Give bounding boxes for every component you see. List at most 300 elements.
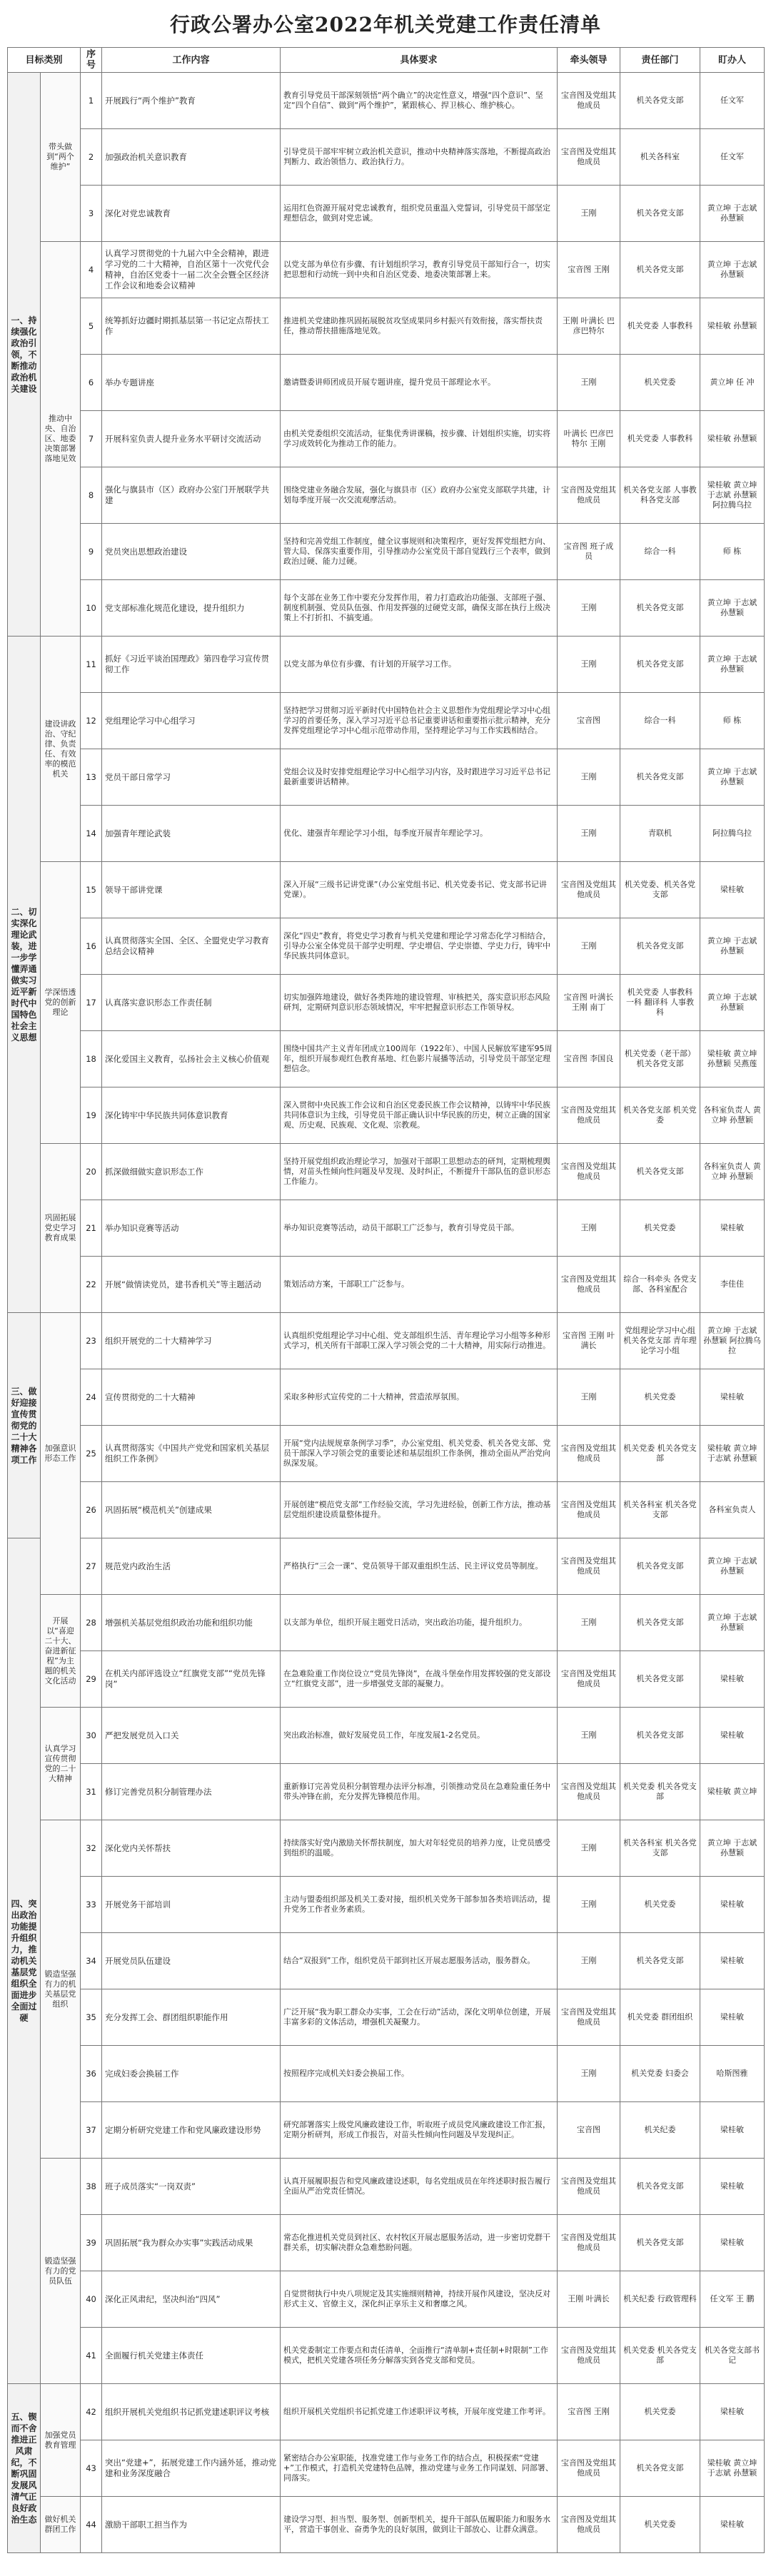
subcategory-cell: 开展以“喜迎二十大、奋进新征程”为主题的机关文化活动 xyxy=(41,1595,81,1708)
header-person: 盯办人 xyxy=(700,48,765,73)
content-cell: 认真贯彻落实全国、全区、全盟党史学习教育总结会议精神 xyxy=(102,918,281,975)
person-cell: 黄立坤 于志斌 孙慧颖 xyxy=(700,749,765,806)
number-cell: 13 xyxy=(81,749,102,806)
requirement-cell: 运用红色资源开展对党忠诚教育，组织党员重温入党誓词，引导党员干部坚定理想信念，做到对党忠诚。 xyxy=(281,186,558,242)
table-row xyxy=(8,2497,765,2553)
department-cell: 党组理论学习中心组 机关各党支部 青年理论学习小组 xyxy=(620,1313,700,1369)
table-row xyxy=(8,2328,765,2384)
department-cell: 机关纪委 xyxy=(620,2102,700,2159)
department-cell: 机关党委 xyxy=(620,2384,700,2440)
content-cell: 全面履行机关党建主体责任 xyxy=(102,2328,281,2384)
table-row xyxy=(8,186,765,242)
lead-cell: 宝音图及党组其他成员 xyxy=(558,1087,620,1144)
requirement-cell: 持续落实好党内激励关怀帮扶制度，加大对年轻党员的培养力度，让党员感受到组织的温暖。 xyxy=(281,1820,558,1877)
requirement-cell: 策划活动方案，干部职工广泛参与。 xyxy=(281,1257,558,1313)
table-row xyxy=(8,2440,765,2497)
requirement-cell: 以党支部为单位有步骤、有计划组织学习，教育引导党员干部知行合一，切实把思想和行动统一到中央和自治区党委、地委决策部署上来。 xyxy=(281,242,558,298)
lead-cell: 宝音图及党组其他成员 xyxy=(558,1989,620,2046)
person-cell: 师 栋 xyxy=(700,524,765,580)
table-row xyxy=(8,1144,765,1200)
person-cell: 黄立坤 于志斌 孙慧颖 xyxy=(700,580,765,637)
table-row xyxy=(8,129,765,186)
department-cell: 机关各党支部 xyxy=(620,1144,700,1200)
lead-cell: 宝音图及党组其他成员 xyxy=(558,1538,620,1595)
lead-cell: 宝音图及党组其他成员 xyxy=(558,73,620,129)
number-cell: 35 xyxy=(81,1989,102,2046)
number-cell: 8 xyxy=(81,467,102,524)
person-cell: 机关各党支部书记 xyxy=(700,2328,765,2384)
person-cell: 黄立坤 于志斌 孙慧颖 xyxy=(700,1538,765,1595)
table-row xyxy=(8,355,765,411)
table-row xyxy=(8,1989,765,2046)
number-cell: 11 xyxy=(81,637,102,693)
lead-cell: 王刚 xyxy=(558,918,620,975)
requirement-cell: 主动与盟委组织部及机关工委对接，组织机关党务干部参加各类培训活动，提升党务工作者业务素质。 xyxy=(281,1877,558,1933)
person-cell: 各科室负责人 黄立坤 孙慧颖 xyxy=(700,1087,765,1144)
table-row xyxy=(8,1877,765,1933)
department-cell: 机关各党支部 xyxy=(620,749,700,806)
header-lead: 牵头领导 xyxy=(558,48,620,73)
number-cell: 16 xyxy=(81,918,102,975)
content-cell: 定期分析研究党建工作和党风廉政建设形势 xyxy=(102,2102,281,2159)
table-row xyxy=(8,2159,765,2215)
content-cell: 举办知识竞赛等活动 xyxy=(102,1200,281,1257)
lead-cell: 王刚 xyxy=(558,355,620,411)
requirement-cell: 教育引导党员干部深刻领悟“两个确立”的决定性意义，增强“四个意识”、坚定“四个自信”、做到“两个维护”，紧跟核心、捍卫核心、维护核心。 xyxy=(281,73,558,129)
category-cell: 四、突出政治功能提升组织力，推动机关基层党组织全面进步全面过硬 xyxy=(8,1538,41,2384)
lead-cell: 王刚 叶满长 巴彦巴特尔 xyxy=(558,298,620,355)
requirement-cell: 组织开展机关党组织书记抓党建工作述职评议考核，开展年度党建工作考评。 xyxy=(281,2384,558,2440)
number-cell: 15 xyxy=(81,862,102,918)
category-cell: 二、切实深化理论武装，进一步学懂弄通做实习近平新时代中国特色社会主义思想 xyxy=(8,637,41,1313)
person-cell: 梁桂敏 xyxy=(700,2384,765,2440)
requirement-cell: 推进机关党建助推巩固拓展脱贫攻坚成果同乡村振兴有效衔接，落实帮扶责任，推动帮扶措施落地见效。 xyxy=(281,298,558,355)
table-row xyxy=(8,467,765,524)
lead-cell: 宝音图及党组其他成员 xyxy=(558,1651,620,1708)
person-cell: 梁桂敏 xyxy=(700,1200,765,1257)
category-cell: 三、做好迎接宣传贯彻党的二十大精神各项工作 xyxy=(8,1313,41,1538)
person-cell: 哈斯图雅 xyxy=(700,2046,765,2102)
person-cell: 梁桂敏 xyxy=(700,2102,765,2159)
person-cell: 梁桂敏 xyxy=(700,2159,765,2215)
subcategory-cell: 锻造坚强有力的机关基层党组织 xyxy=(41,1820,81,2159)
person-cell: 梁桂敏 xyxy=(700,1877,765,1933)
lead-cell: 王刚 xyxy=(558,1708,620,1764)
table-row xyxy=(8,1482,765,1538)
person-cell: 黄立坤 任 冲 xyxy=(700,355,765,411)
requirement-cell: 突出政治标准，做好发展党员工作，年度发展1-2名党员。 xyxy=(281,1708,558,1764)
requirement-cell: 开展创建“模范党支部”工作经验交流，学习先进经验，创新工作方法，推动基层党组织建设质量整体提升。 xyxy=(281,1482,558,1538)
table-row xyxy=(8,524,765,580)
department-cell: 综合一科 xyxy=(620,693,700,749)
department-cell: 机关各党支部 xyxy=(620,1651,700,1708)
number-cell: 30 xyxy=(81,1708,102,1764)
lead-cell: 宝音图及党组其他成员 xyxy=(558,1144,620,1200)
department-cell: 机关党委 xyxy=(620,355,700,411)
table-row xyxy=(8,580,765,637)
subcategory-cell: 巩固拓展党史学习教育成果 xyxy=(41,1144,81,1313)
table-row xyxy=(8,1031,765,1087)
lead-cell: 王刚 xyxy=(558,1595,620,1651)
lead-cell: 宝音图 班子成员 xyxy=(558,524,620,580)
person-cell: 梁桂敏 黄立坤 于志斌 孙慧颖 阿拉腾乌拉 xyxy=(700,467,765,524)
table-row xyxy=(8,2102,765,2159)
lead-cell: 宝音图 王刚 叶满长 xyxy=(558,1313,620,1369)
department-cell: 机关各党支部 xyxy=(620,73,700,129)
requirement-cell: 自觉贯彻执行中央八项规定及其实施细则精神，持续开展作风建设，坚决反对形式主义、官僚主义，深化纠正享乐主义和奢靡之风。 xyxy=(281,2271,558,2328)
content-cell: 抓好《习近平谈治国理政》第四卷学习宣传贯彻工作 xyxy=(102,637,281,693)
person-cell: 师 栋 xyxy=(700,693,765,749)
content-cell: 深化对党忠诚教育 xyxy=(102,186,281,242)
person-cell: 任文军 王 鹏 xyxy=(700,2271,765,2328)
number-cell: 25 xyxy=(81,1426,102,1482)
lead-cell: 宝音图 xyxy=(558,693,620,749)
number-cell: 32 xyxy=(81,1820,102,1877)
requirement-cell: 优化、建强青年理论学习小组，每季度开展青年理论学习。 xyxy=(281,806,558,862)
requirement-cell: 围绕党建业务融合发展，强化与旗县市（区）政府办公室党支部联学共建，计划每季度开展一次交流观摩活动。 xyxy=(281,467,558,524)
lead-cell: 宝音图及党组其他成员 xyxy=(558,129,620,186)
lead-cell: 宝音图及党组其他成员 xyxy=(558,1257,620,1313)
department-cell: 机关党委 xyxy=(620,1200,700,1257)
category-cell: 一、持续强化政治引领，不断推动政治机关建设 xyxy=(8,73,41,637)
header-requirement: 具体要求 xyxy=(281,48,558,73)
person-cell: 黄立坤 于志斌 孙慧颖 xyxy=(700,242,765,298)
requirement-cell: 采取多种形式宣传党的二十大精神，营造浓厚氛围。 xyxy=(281,1369,558,1426)
person-cell: 梁桂敏 xyxy=(700,2215,765,2271)
table-row xyxy=(8,2046,765,2102)
requirement-cell: 重新修订完善党员积分制管理办法评分标准，引领推动党员在急难险重任务中带头冲锋在前，充分发挥先锋模范作用。 xyxy=(281,1764,558,1820)
requirement-cell: 切实加强阵地建设，做好各类阵地的建设管理、审核把关，落实意识形态风险研判，定期研判意识形态领域情况，牢牢把握意识形态工作领导权。 xyxy=(281,975,558,1031)
lead-cell: 王刚 xyxy=(558,1877,620,1933)
table-row xyxy=(8,1933,765,1989)
header-department: 责任部门 xyxy=(620,48,700,73)
lead-cell: 宝音图 李国良 xyxy=(558,1031,620,1087)
content-cell: 规范党内政治生活 xyxy=(102,1538,281,1595)
lead-cell: 宝音图及党组其他成员 xyxy=(558,2159,620,2215)
person-cell: 梁桂敏 孙慧颖 xyxy=(700,298,765,355)
number-cell: 4 xyxy=(81,242,102,298)
department-cell: 机关党委 人事教科 xyxy=(620,298,700,355)
person-cell: 李佳佳 xyxy=(700,1257,765,1313)
header-content: 工作内容 xyxy=(102,48,281,73)
content-cell: 深化党内关怀帮扶 xyxy=(102,1820,281,1877)
table-row xyxy=(8,749,765,806)
number-cell: 9 xyxy=(81,524,102,580)
requirement-cell: 结合“双报到”工作，组织党员干部到社区开展志愿服务活动，服务群众。 xyxy=(281,1933,558,1989)
person-cell: 黄立坤 于志斌 孙慧颖 xyxy=(700,637,765,693)
table-row xyxy=(8,1313,765,1369)
lead-cell: 宝音图及党组其他成员 xyxy=(558,2215,620,2271)
department-cell: 机关党委（老干部）机关各党支部 xyxy=(620,1031,700,1087)
number-cell: 10 xyxy=(81,580,102,637)
person-cell: 梁桂敏 黄立坤 xyxy=(700,1764,765,1820)
lead-cell: 王刚 xyxy=(558,806,620,862)
lead-cell: 王刚 xyxy=(558,2046,620,2102)
table-row xyxy=(8,1764,765,1820)
table-row xyxy=(8,2384,765,2440)
requirement-cell: 坚持把学习贯彻习近平新时代中国特色社会主义思想作为党组理论学习中心组学习的首要任务，深入学习习近平总书记重要讲话和重要指示批示精神，充分发挥党组理论学习中心组示范带动作用，坚持理论学习与工作实践相结合。 xyxy=(281,693,558,749)
category-cell: 五、锲而不舍推进正风肃纪，不断巩固发展风清气正良好政治生态 xyxy=(8,2384,41,2553)
lead-cell: 宝音图及党组其他成员 xyxy=(558,1426,620,1482)
content-cell: 举办专题讲座 xyxy=(102,355,281,411)
table-row xyxy=(8,2215,765,2271)
number-cell: 6 xyxy=(81,355,102,411)
department-cell: 机关各党支部 xyxy=(620,2440,700,2497)
lead-cell: 叶满长 巴彦巴特尔 王刚 xyxy=(558,411,620,467)
lead-cell: 宝音图及党组其他成员 xyxy=(558,2497,620,2553)
subcategory-cell: 学深悟透党的创新理论 xyxy=(41,862,81,1144)
department-cell: 机关各科室 机关各党支部 xyxy=(620,1820,700,1877)
department-cell: 机关各党支部 xyxy=(620,1595,700,1651)
content-cell: 党支部标准化规范化建设，提升组织力 xyxy=(102,580,281,637)
content-cell: 修订完善党员积分制管理办法 xyxy=(102,1764,281,1820)
department-cell: 机关各党支部 xyxy=(620,1933,700,1989)
number-cell: 14 xyxy=(81,806,102,862)
department-cell: 综合一科牵头 各党支部、各科室配合 xyxy=(620,1257,700,1313)
person-cell: 任文军 xyxy=(700,73,765,129)
content-cell: 党员突出思想政治建设 xyxy=(102,524,281,580)
person-cell: 各科室负责人 xyxy=(700,1482,765,1538)
content-cell: 激励干部职工担当作为 xyxy=(102,2497,281,2553)
lead-cell: 宝音图及党组其他成员 xyxy=(558,862,620,918)
lead-cell: 宝音图 xyxy=(558,2102,620,2159)
content-cell: 开展党员队伍建设 xyxy=(102,1933,281,1989)
requirement-cell: 按照程序完成机关妇委会换届工作。 xyxy=(281,2046,558,2102)
lead-cell: 宝音图及党组其他成员 xyxy=(558,2440,620,2497)
content-cell: 深化爱国主义教育，弘扬社会主义核心价值观 xyxy=(102,1031,281,1087)
number-cell: 12 xyxy=(81,693,102,749)
lead-cell: 王刚 xyxy=(558,580,620,637)
requirement-cell: 建设学习型、担当型、服务型、创新型机关，提升干部队伍履职能力和服务水平，营造干事创业、奋勇争先的良好氛围，做到让干部放心、让群众满意。 xyxy=(281,2497,558,2553)
header-number: 序号 xyxy=(81,48,102,73)
department-cell: 机关党委 机关各党支部 xyxy=(620,1426,700,1482)
requirement-cell: 深入贯彻中央民族工作会议和自治区党委民族工作会议精神，以铸牢中华民族共同体意识为主线，引导党员干部正确认识中华民族的历史，树立正确的国家观、历史观、民族观、文化观、宗教观。 xyxy=(281,1087,558,1144)
content-cell: 开展“做情读党员，建书香机关”等主题活动 xyxy=(102,1257,281,1313)
table-row xyxy=(8,1426,765,1482)
requirement-cell: 以支部为单位，组织开展主题党日活动，突出政治功能，提升组织力。 xyxy=(281,1595,558,1651)
table-row xyxy=(8,806,765,862)
number-cell: 1 xyxy=(81,73,102,129)
table-row xyxy=(8,693,765,749)
table-row xyxy=(8,1200,765,1257)
requirement-cell: 由机关党委组织交流活动，征集优秀讲课稿，按步骤、计划组织实施，切实将学习成效转化为推动工作的能力。 xyxy=(281,411,558,467)
lead-cell: 王刚 xyxy=(558,1200,620,1257)
department-cell: 机关党委 xyxy=(620,1877,700,1933)
department-cell: 机关各党支部 xyxy=(620,580,700,637)
lead-cell: 宝音图及党组其他成员 xyxy=(558,2328,620,2384)
content-cell: 抓深做细做实意识形态工作 xyxy=(102,1144,281,1200)
department-cell: 机关各党支部 机关党委 xyxy=(620,1087,700,1144)
table-body xyxy=(8,73,765,2553)
content-cell: 加强政治机关意识教育 xyxy=(102,129,281,186)
person-cell: 黄立坤 于志斌 孙慧颖 xyxy=(700,186,765,242)
content-cell: 充分发挥工会、群团组织职能作用 xyxy=(102,1989,281,2046)
content-cell: 突出“党建+”，拓展党建工作内涵外延，推动党建和业务深度融合 xyxy=(102,2440,281,2497)
number-cell: 19 xyxy=(81,1087,102,1144)
table-row xyxy=(8,1369,765,1426)
lead-cell: 王刚 xyxy=(558,637,620,693)
requirement-cell: 严格执行“三会一课”、党员领导干部双重组织生活、民主评议党员等制度。 xyxy=(281,1538,558,1595)
table-row xyxy=(8,637,765,693)
table-row xyxy=(8,73,765,129)
lead-cell: 王刚 xyxy=(558,1820,620,1877)
subcategory-cell: 做好机关群团工作 xyxy=(41,2497,81,2553)
table-row xyxy=(8,411,765,467)
department-cell: 机关各党支部 xyxy=(620,1708,700,1764)
content-cell: 组织开展机关党组织书记抓党建述职评议考核 xyxy=(102,2384,281,2440)
number-cell: 43 xyxy=(81,2440,102,2497)
requirement-cell: 坚持和完善党组工作制度，健全议事规则和决策程序，更好发挥党组把方向、管大局、保落实重要作用，引导推动办公室党员干部自觉践行三个表率，做到政治过硬、能力过硬。 xyxy=(281,524,558,580)
number-cell: 27 xyxy=(81,1538,102,1595)
requirement-cell: 邀请暨委讲师团成员开展专题讲座，提升党员干部理论水平。 xyxy=(281,355,558,411)
number-cell: 21 xyxy=(81,1200,102,1257)
person-cell: 梁桂敏 xyxy=(700,862,765,918)
number-cell: 7 xyxy=(81,411,102,467)
subcategory-cell: 认真学习宣传贯彻党的二十大精神 xyxy=(41,1708,81,1820)
content-cell: 深化铸牢中华民族共同体意识教育 xyxy=(102,1087,281,1144)
department-cell: 机关党委 xyxy=(620,2497,700,2553)
subcategory-cell: 推动中央、自治区、地委决策部署落地见效 xyxy=(41,242,81,637)
content-cell: 认真落实意识形态工作责任制 xyxy=(102,975,281,1031)
department-cell: 机关各科室 xyxy=(620,129,700,186)
department-cell: 机关各党支部 人事教科各党支部 xyxy=(620,467,700,524)
table-row xyxy=(8,1595,765,1651)
requirement-cell: 每个支部在业务工作中要充分发挥作用，着力打造政治功能强、支部班子强、制度机制强、党员队伍强、作用发挥强的过硬党支部，确保支部在执行上级决策上不打折扣、不搞变通。 xyxy=(281,580,558,637)
person-cell: 梁桂敏 xyxy=(700,2497,765,2553)
person-cell: 梁桂敏 xyxy=(700,1933,765,1989)
table-row xyxy=(8,298,765,355)
content-cell: 完成妇委会换届工作 xyxy=(102,2046,281,2102)
content-cell: 强化与旗县市（区）政府办公室门开展联学共建 xyxy=(102,467,281,524)
person-cell: 梁桂敏 孙慧颖 xyxy=(700,411,765,467)
table-row xyxy=(8,1820,765,1877)
number-cell: 3 xyxy=(81,186,102,242)
number-cell: 40 xyxy=(81,2271,102,2328)
subcategory-cell: 锻造坚强有力的党员队伍 xyxy=(41,2159,81,2384)
content-cell: 党员干部日常学习 xyxy=(102,749,281,806)
number-cell: 18 xyxy=(81,1031,102,1087)
content-cell: 开展科室负责人提升业务水平研讨交流活动 xyxy=(102,411,281,467)
person-cell: 梁桂敏 黄立坤 孙慧颖 吴燕莲 xyxy=(700,1031,765,1087)
content-cell: 巩固拓展“我为群众办实事”实践活动成果 xyxy=(102,2215,281,2271)
responsibility-table xyxy=(7,47,765,2553)
table-row xyxy=(8,918,765,975)
content-cell: 统筹抓好边疆时期抓基层第一书记定点帮扶工作 xyxy=(102,298,281,355)
number-cell: 26 xyxy=(81,1482,102,1538)
requirement-cell: 机关党委制定工作要点和责任清单，全面推行“清单制+责任制+时限制”工作模式，把机关党建各项任务分解落实到各党支部和党员。 xyxy=(281,2328,558,2384)
requirement-cell: 围绕中国共产主义青年团成立100周年（1922年）、中国人民解放军建军95周年，组织开展参观红色教育基地、红色影片展播等活动，引导党员干部坚定理想信念。 xyxy=(281,1031,558,1087)
department-cell: 机关各党支部 xyxy=(620,2215,700,2271)
person-cell: 梁桂敏 黄立坤 于志斌 孙慧颖 xyxy=(700,1426,765,1482)
department-cell: 机关党委 xyxy=(620,1369,700,1426)
lead-cell: 王刚 xyxy=(558,1369,620,1426)
content-cell: 巩固拓展“模范机关”创建成果 xyxy=(102,1482,281,1538)
content-cell: 认真学习贯彻党的十九届六中全会精神，跟进学习党的二十大精神，自治区第十一次党代会精神，自治区党委十一届二次全会暨全区经济工作会议和地委会议精神 xyxy=(102,242,281,298)
number-cell: 44 xyxy=(81,2497,102,2553)
subcategory-cell: 加强意识形态工作 xyxy=(41,1313,81,1595)
number-cell: 29 xyxy=(81,1651,102,1708)
lead-cell: 宝音图 叶满长 王刚 南丁 xyxy=(558,975,620,1031)
content-cell: 班子成员落实“一岗双责” xyxy=(102,2159,281,2215)
person-cell: 梁桂敏 xyxy=(700,1989,765,2046)
number-cell: 37 xyxy=(81,2102,102,2159)
requirement-cell: 深化“四史”教育，将党史学习教育与机关党建和理论学习常态化学习相结合，引导办公室全体党员干部学史明理、学史增信、学史崇德、学史力行，铸牢中华民族共同体意识。 xyxy=(281,918,558,975)
number-cell: 39 xyxy=(81,2215,102,2271)
number-cell: 31 xyxy=(81,1764,102,1820)
department-cell: 机关各党支部 xyxy=(620,637,700,693)
department-cell: 青联机 xyxy=(620,806,700,862)
content-cell: 党组理论学习中心组学习 xyxy=(102,693,281,749)
department-cell: 机关各科室 机关各党支部 xyxy=(620,1482,700,1538)
department-cell: 机关党委 机关各党支部 xyxy=(620,1764,700,1820)
person-cell: 黄立坤 于志斌 孙慧颖 xyxy=(700,918,765,975)
lead-cell: 王刚 xyxy=(558,749,620,806)
number-cell: 33 xyxy=(81,1877,102,1933)
content-cell: 严把发展党员入口关 xyxy=(102,1708,281,1764)
content-cell: 领导干部讲党课 xyxy=(102,862,281,918)
person-cell: 梁桂敏 xyxy=(700,1651,765,1708)
department-cell: 机关各党支部 xyxy=(620,2159,700,2215)
lead-cell: 宝音图及党组其他成员 xyxy=(558,1482,620,1538)
department-cell: 机关纪委 行政管理科 xyxy=(620,2271,700,2328)
table-row xyxy=(8,862,765,918)
requirement-cell: 认真开展履职报告和党风廉政建设述职，每名党组成员在年终述职时报告履行全面从严治党责任情况。 xyxy=(281,2159,558,2215)
lead-cell: 宝音图及党组其他成员 xyxy=(558,467,620,524)
number-cell: 42 xyxy=(81,2384,102,2440)
department-cell: 机关党委 人事教科 xyxy=(620,411,700,467)
subcategory-cell: 加强党员教育管理 xyxy=(41,2384,81,2497)
requirement-cell: 研究部署落实上级党风廉政建设工作，听取班子成员党风廉政建设工作汇报，定期分析研判，形成工作报告，对苗头性倾向性问题及早发现纠正。 xyxy=(281,2102,558,2159)
header-category: 目标类别 xyxy=(8,48,81,73)
person-cell: 阿拉腾乌拉 xyxy=(700,806,765,862)
table-row xyxy=(8,2271,765,2328)
person-cell: 黄立坤 于志斌 孙慧颖 xyxy=(700,1820,765,1877)
content-cell: 宣传贯彻党的二十大精神 xyxy=(102,1369,281,1426)
person-cell: 黄立坤 于志斌 孙慧颖 xyxy=(700,1595,765,1651)
content-cell: 开展党务干部培训 xyxy=(102,1877,281,1933)
requirement-cell: 举办知识竞赛等活动，动员干部职工广泛参与，教育引导党员干部。 xyxy=(281,1200,558,1257)
number-cell: 22 xyxy=(81,1257,102,1313)
number-cell: 20 xyxy=(81,1144,102,1200)
subcategory-cell: 带头做到“两个维护” xyxy=(41,73,81,242)
department-cell: 机关党委 群团组织 xyxy=(620,1989,700,2046)
requirement-cell: 开展“党内法规规章条例学习季”，办公室党组、机关党委、机关各党支部、党员干部深入学习领会党的重要论述和基层组织工作条例，推动全面从严治党向纵深发展。 xyxy=(281,1426,558,1482)
requirement-cell: 广泛开展“我为职工群众办实事，工会在行动”活动，深化文明单位创建，开展丰富多彩的文体活动，增强机关凝聚力。 xyxy=(281,1989,558,2046)
number-cell: 36 xyxy=(81,2046,102,2102)
number-cell: 34 xyxy=(81,1933,102,1989)
table-row xyxy=(8,1651,765,1708)
person-cell: 黄立坤 于志斌 孙慧颖 阿拉腾乌拉 xyxy=(700,1313,765,1369)
requirement-cell: 坚持开展党组织政治理论学习，加强对干部职工思想动态的研判，定期梳理舆情，对苗头性倾向性问题及早发现、及时纠正，不断提升干部队伍的意识形态工作能力。 xyxy=(281,1144,558,1200)
number-cell: 23 xyxy=(81,1313,102,1369)
requirement-cell: 常态化推进机关党员到社区、农村牧区开展志愿服务活动，进一步密切党群干群关系，切实解决群众急难愁盼问题。 xyxy=(281,2215,558,2271)
content-cell: 深化正风肃纪，坚决纠治“四风” xyxy=(102,2271,281,2328)
person-cell: 各科室负责人 黄立坤 孙慧颖 xyxy=(700,1144,765,1200)
requirement-cell: 引导党员干部牢牢树立政治机关意识，推动中央精神落实落地，不断提高政治判断力、政治领悟力、政治执行力。 xyxy=(281,129,558,186)
page-title: 行政公署办公室2022年机关党建工作责任清单 xyxy=(170,13,601,36)
person-cell: 梁桂敏 xyxy=(700,1708,765,1764)
department-cell: 机关各党支部 xyxy=(620,918,700,975)
table-row xyxy=(8,1708,765,1764)
requirement-cell: 在急难险重工作岗位设立“党员先锋岗”，在战斗堡垒作用发挥较强的党支部设立“红旗党支部”，进一步增强党支部的凝聚力。 xyxy=(281,1651,558,1708)
content-cell: 加强青年理论武装 xyxy=(102,806,281,862)
person-cell: 梁桂敏 黄立坤 于志斌 孙慧颖 xyxy=(700,2440,765,2497)
department-cell: 机关党委 机关各党支部 xyxy=(620,2328,700,2384)
department-cell: 机关各党支部 xyxy=(620,1538,700,1595)
lead-cell: 宝音图 王刚 xyxy=(558,2384,620,2440)
requirement-cell: 以党支部为单位有步骤、有计划的开展学习工作。 xyxy=(281,637,558,693)
number-cell: 2 xyxy=(81,129,102,186)
